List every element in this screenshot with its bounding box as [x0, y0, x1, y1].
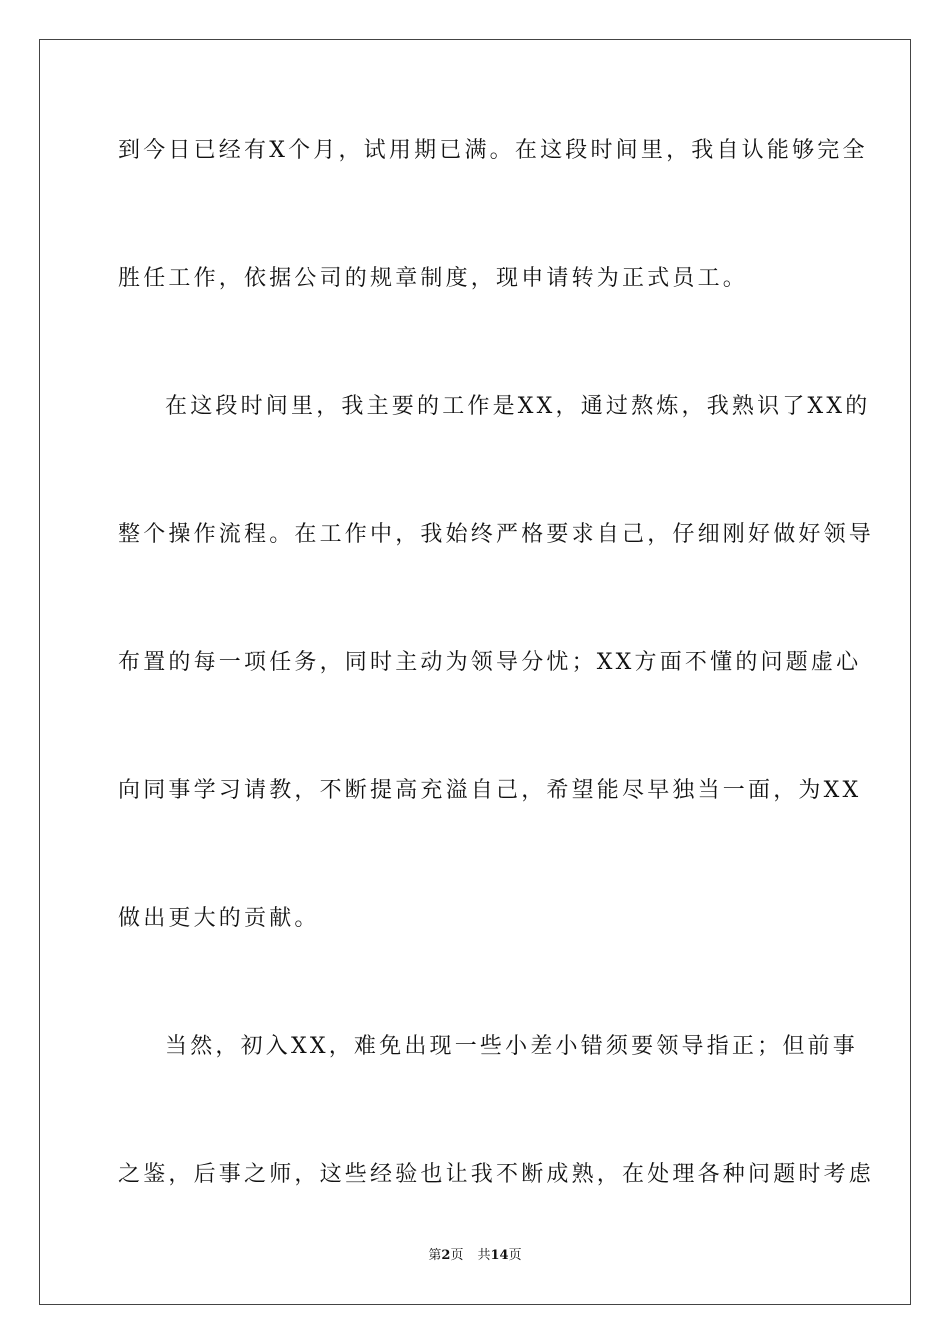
footer-page-current: 2: [441, 1248, 451, 1263]
page-footer: [0, 1247, 950, 1265]
text-line-5: 布置的每一项任务，同时主动为领导分忧；XX方面不懂的问题虚心: [118, 650, 862, 675]
text-line-7: 做出更大的贡献。: [118, 906, 320, 931]
footer-total-prefix: 共: [477, 1248, 491, 1263]
text-line-1: 到今日已经有X个月，试用期已满。在这段时间里，我自认能够完全: [118, 138, 868, 163]
footer-page-suffix: 页: [450, 1248, 464, 1263]
text-line-2: 胜任工作，依据公司的规章制度，现申请转为正式员工。: [118, 266, 749, 291]
text-line-9: 之鉴，后事之师，这些经验也让我不断成熟，在处理各种问题时考虑: [118, 1162, 875, 1187]
text-line-4: 整个操作流程。在工作中，我始终严格要求自己，仔细刚好做好领导: [118, 522, 875, 547]
text-line-3: 在这段时间里，我主要的工作是XX，通过熬炼，我熟识了XX的: [165, 394, 871, 419]
footer-page-prefix: 第: [428, 1248, 442, 1263]
text-line-8: 当然，初入XX，难免出现一些小差小错须要领导指正；但前事: [165, 1034, 858, 1059]
footer-page-total: 14: [490, 1248, 509, 1263]
footer-total-suffix: 页: [508, 1248, 522, 1263]
text-line-6: 向同事学习请教，不断提高充溢自己，希望能尽早独当一面，为XX: [118, 778, 862, 803]
